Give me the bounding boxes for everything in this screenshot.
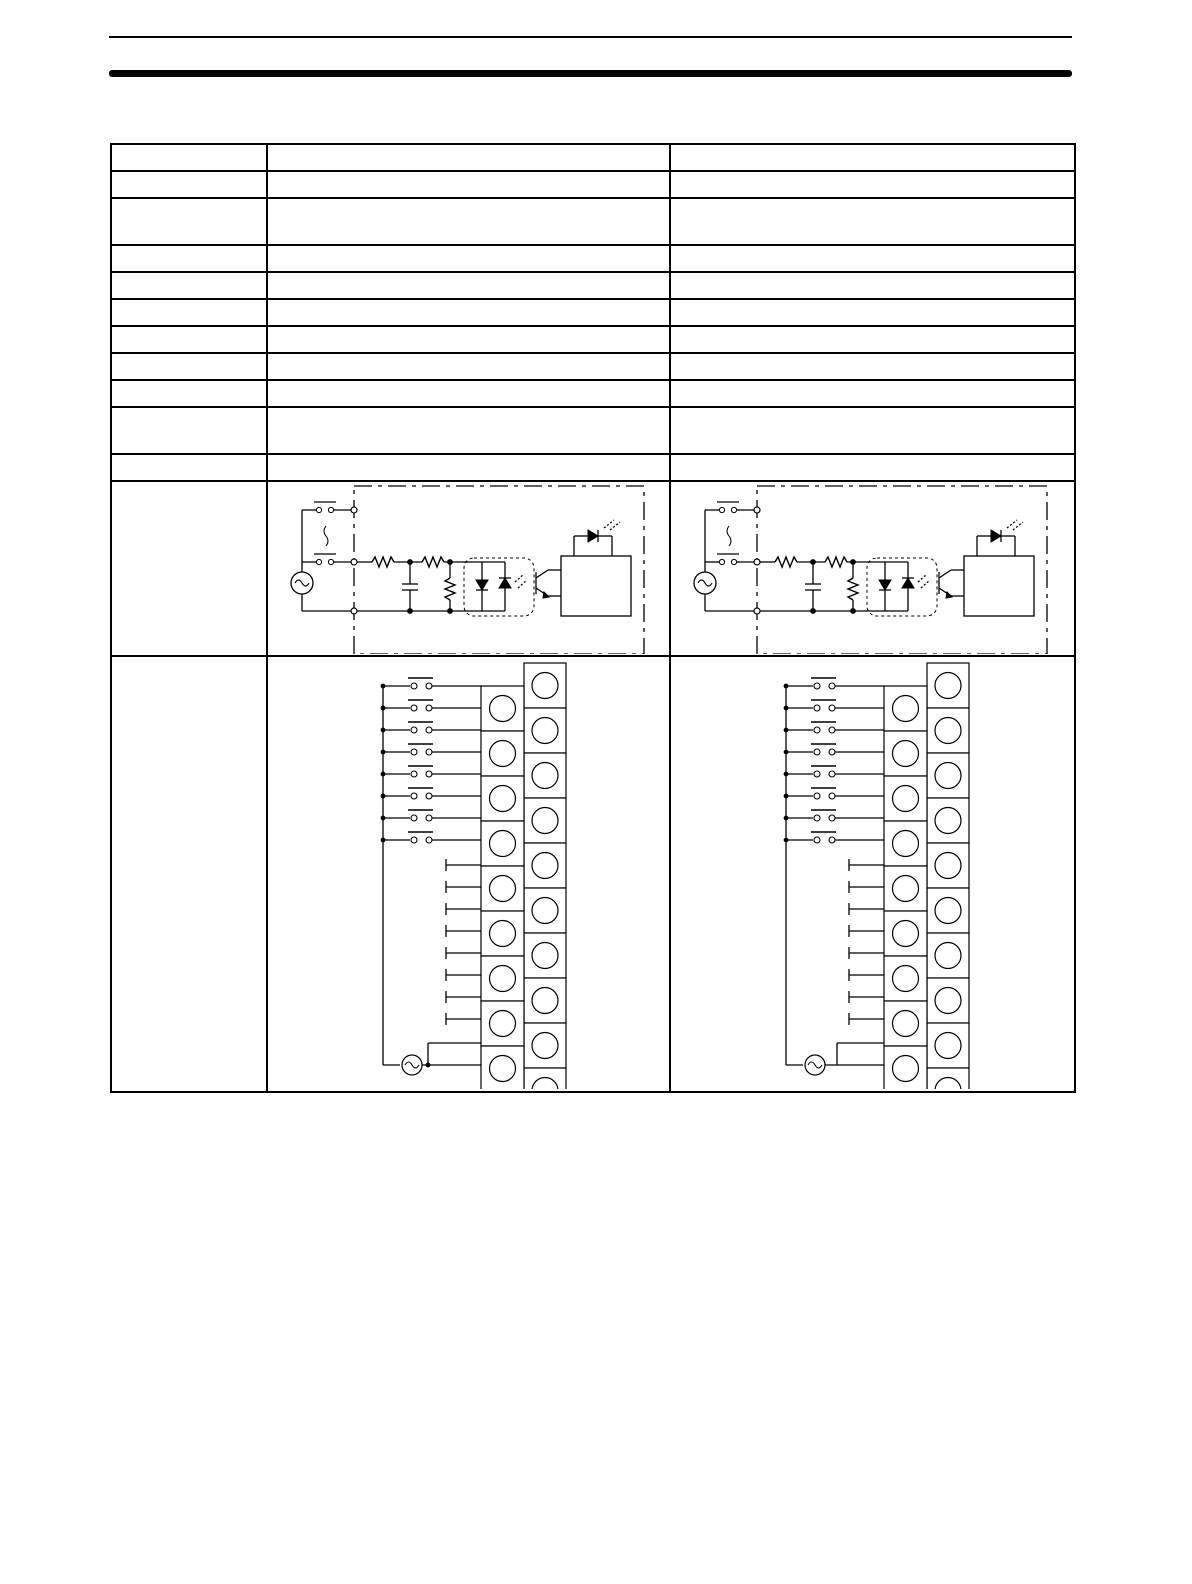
switch-contact (426, 771, 432, 777)
table-cell-right (670, 353, 1075, 380)
terminal-screw-left (490, 966, 516, 992)
table-cell-label (111, 245, 267, 272)
emitter-arrow (946, 592, 952, 598)
header-cell-item (111, 144, 267, 171)
table-row (111, 326, 1075, 353)
led-diode-2 (902, 578, 914, 588)
circuit-diagram (291, 486, 644, 654)
switch-contact (426, 749, 432, 755)
emitter-arrow (543, 592, 549, 598)
table-cell-right (670, 407, 1075, 454)
table-row (111, 272, 1075, 299)
table-cell-label (111, 272, 267, 299)
led-diode-1 (476, 580, 488, 590)
switch-contact (731, 507, 736, 512)
terminal-screw-left (490, 786, 516, 812)
specifications-table (110, 143, 1076, 1093)
terminal-screw-right (532, 943, 558, 969)
terminal-screw-right (935, 808, 961, 834)
light-arrow (610, 522, 620, 530)
terminal-screw-right (935, 673, 961, 699)
switch-contact (411, 837, 417, 843)
wiring-diagram (381, 663, 566, 1089)
terminal-dot (351, 608, 357, 614)
switch-contact (829, 815, 835, 821)
wiring-row-label (111, 656, 267, 1092)
switch-contact (411, 749, 417, 755)
header-cell-left-model (267, 144, 670, 171)
terminal-screw-right (935, 943, 961, 969)
switch-contact (814, 837, 820, 843)
table-cell-right (670, 272, 1075, 299)
terminal-screw-left (490, 1056, 516, 1082)
terminal-screw-left (490, 831, 516, 857)
wiring-diagram-svg (268, 657, 668, 1089)
terminal-screw-right (532, 853, 558, 879)
led-diode-2 (499, 578, 511, 588)
switch-contact (411, 727, 417, 733)
terminal-screw-right (935, 988, 961, 1014)
phototransistor-collector (939, 570, 951, 578)
table-cell-label (111, 171, 267, 198)
table-cell-left (267, 353, 670, 380)
switch-contact (426, 683, 432, 689)
terminal-screw-left (490, 876, 516, 902)
table-row (111, 245, 1075, 272)
table-cell-right (670, 245, 1075, 272)
circuit-diagram-svg (268, 482, 668, 654)
header-rule-thick (109, 70, 1072, 77)
circuit-row-label (111, 481, 267, 656)
light-arrow (921, 580, 930, 588)
switch-contact (829, 837, 835, 843)
table-cell-left (267, 454, 670, 481)
terminal-screw-right (935, 1033, 961, 1059)
switch-contact (829, 727, 835, 733)
led-diode-1 (879, 580, 891, 590)
jumper-squiggle (727, 526, 731, 546)
switch-contact (829, 771, 835, 777)
switch-contact (814, 793, 820, 799)
indicator-led (991, 530, 1001, 542)
photocoupler-outline (464, 558, 534, 616)
photocoupler-outline (867, 558, 937, 616)
circuit-diagram (694, 486, 1047, 654)
table-header-row (111, 144, 1075, 171)
jumper-squiggle (324, 526, 328, 546)
table-cell-label (111, 299, 267, 326)
switch-contact (328, 559, 333, 564)
table-cell-left (267, 299, 670, 326)
terminal-screw-left (893, 786, 919, 812)
terminal-screw-right (532, 988, 558, 1014)
table-cell-left (267, 245, 670, 272)
table-row (111, 380, 1075, 407)
switch-contact (719, 507, 724, 512)
terminal-screw-left (893, 921, 919, 947)
terminal-screw-left (893, 876, 919, 902)
table-cell-right (670, 299, 1075, 326)
terminal-screw-right (532, 898, 558, 924)
table-row (111, 171, 1075, 198)
switch-contact (411, 815, 417, 821)
terminal-screw-right (532, 718, 558, 744)
table-cell-right (670, 198, 1075, 245)
switch-contact (814, 749, 820, 755)
table-row (111, 407, 1075, 454)
table-cell-label (111, 326, 267, 353)
terminal-dot (754, 507, 760, 513)
terminal-screw-right (935, 853, 961, 879)
terminal-screw-right (532, 1033, 558, 1059)
switch-contact (411, 793, 417, 799)
switch-contact (814, 683, 820, 689)
switch-contact (814, 815, 820, 821)
table-cell-left (267, 171, 670, 198)
table-cell-label (111, 380, 267, 407)
circuit-row (111, 481, 1075, 656)
terminal-screw-right (532, 763, 558, 789)
phototransistor-collector (536, 570, 548, 578)
table-cell-right (670, 171, 1075, 198)
table-cell-label (111, 353, 267, 380)
terminal-screw-left (893, 696, 919, 722)
circuit-diagram-svg (671, 482, 1071, 654)
switch-contact (426, 705, 432, 711)
switch-contact (814, 705, 820, 711)
switch-contact (829, 793, 835, 799)
header-cell-right-model (670, 144, 1075, 171)
table-row (111, 299, 1075, 326)
terminal-screw-left (490, 696, 516, 722)
table-row (111, 454, 1075, 481)
light-arrow (918, 574, 927, 582)
switch-contact (316, 507, 321, 512)
switch-contact (731, 559, 736, 564)
terminal-dot (754, 608, 760, 614)
circuit-row-left (267, 481, 670, 656)
switch-contact (814, 727, 820, 733)
terminal-screw-left (893, 1011, 919, 1037)
table-cell-right (670, 454, 1075, 481)
table-cell-left (267, 198, 670, 245)
switch-contact (426, 793, 432, 799)
switch-contact (829, 749, 835, 755)
terminal-screw-right (532, 808, 558, 834)
wiring-diagram-svg (671, 657, 1071, 1089)
switch-contact (328, 507, 333, 512)
terminal-screw-right (935, 763, 961, 789)
table-cell-left (267, 272, 670, 299)
switch-contact (426, 815, 432, 821)
table-cell-right (670, 380, 1075, 407)
wiring-row (111, 656, 1075, 1092)
terminal-screw-right (935, 898, 961, 924)
terminal-dot (754, 559, 760, 565)
resistor-r3 (445, 578, 455, 600)
terminal-dot (351, 559, 357, 565)
terminal-screw-left (893, 966, 919, 992)
resistor-r3 (848, 578, 858, 600)
terminal-screw-left (490, 1011, 516, 1037)
resistor-r1 (775, 557, 797, 567)
indicator-led (588, 530, 598, 542)
terminal-screw-right (532, 673, 558, 699)
wiring-diagram (784, 663, 969, 1089)
terminal-screw-right (935, 718, 961, 744)
switch-contact (316, 559, 321, 564)
switch-contact (814, 771, 820, 777)
switch-contact (411, 771, 417, 777)
terminal-screw-left (893, 741, 919, 767)
switch-contact (829, 683, 835, 689)
terminal-screw-left (490, 921, 516, 947)
table-cell-label (111, 198, 267, 245)
circuit-row-right (670, 481, 1075, 656)
light-arrow (515, 574, 524, 582)
table-cell-label (111, 454, 267, 481)
switch-contact (719, 559, 724, 564)
switch-contact (426, 837, 432, 843)
internal-circuit-block (964, 556, 1034, 616)
resistor-r2 (422, 557, 444, 567)
light-arrow (518, 580, 527, 588)
table-cell-right (670, 326, 1075, 353)
terminal-screw-left (893, 1056, 919, 1082)
terminal-screw-left (490, 741, 516, 767)
table-cell-left (267, 407, 670, 454)
switch-contact (829, 705, 835, 711)
resistor-r1 (372, 557, 394, 567)
light-arrow (1007, 520, 1017, 528)
wiring-row-left (267, 656, 670, 1092)
header-rule-thin (109, 36, 1072, 38)
table-row (111, 198, 1075, 245)
light-arrow (604, 520, 614, 528)
switch-contact (411, 705, 417, 711)
table-cell-left (267, 380, 670, 407)
terminal-screw-left (893, 831, 919, 857)
internal-circuit-block (561, 556, 631, 616)
terminal-dot (351, 507, 357, 513)
switch-contact (426, 727, 432, 733)
wiring-row-right (670, 656, 1075, 1092)
specifications-table-body (111, 144, 1075, 1092)
table-row (111, 353, 1075, 380)
switch-contact (411, 683, 417, 689)
table-cell-label (111, 407, 267, 454)
light-arrow (1013, 522, 1023, 530)
table-cell-left (267, 326, 670, 353)
resistor-r2 (825, 557, 847, 567)
